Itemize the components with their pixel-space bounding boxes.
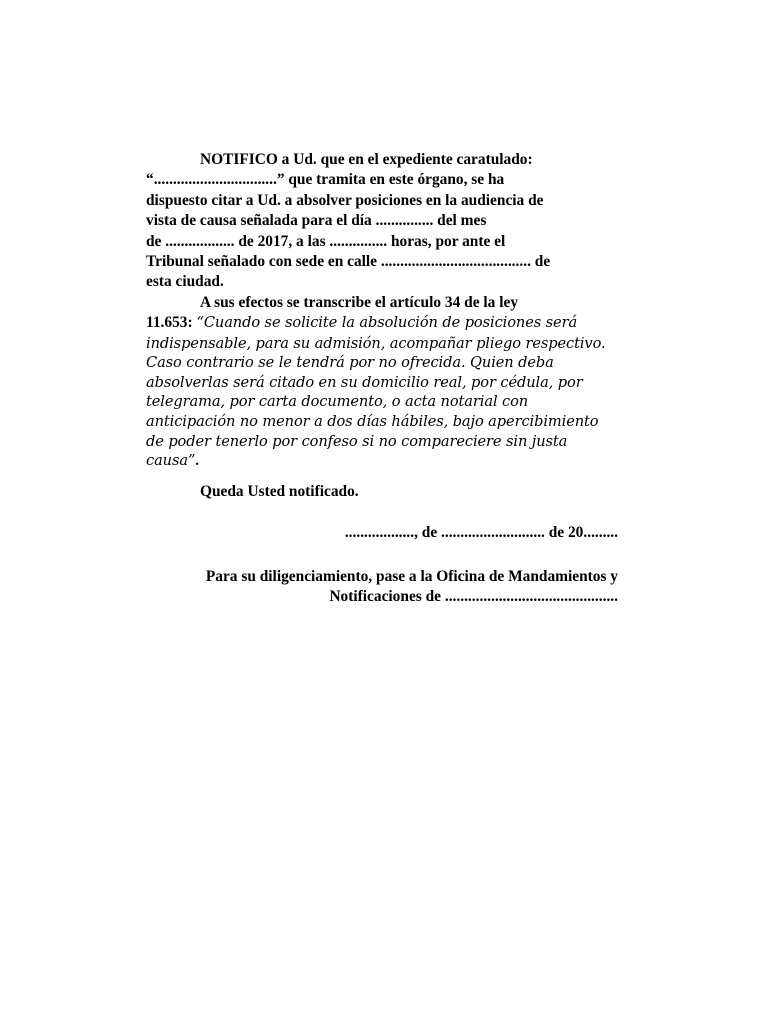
law-quote-period: .	[195, 453, 199, 470]
notified-statement: Queda Usted notificado.	[200, 482, 359, 500]
law-quote-last-line	[146, 451, 618, 472]
paragraph-line: Tribunal señalado con sede en calle ....................................... de	[146, 253, 551, 271]
paragraph-line: vista de causa señalada para el día ............... del mes	[146, 212, 487, 230]
law-transcription-paragraph	[146, 293, 618, 472]
paragraph-line: NOTIFICO a Ud. que en el expediente caratulado:	[200, 151, 533, 168]
law-quote-line: de poder tenerlo por confeso si no compareciere sin justa	[146, 432, 568, 450]
law-quote-line: Caso contrario se le tendrá por no ofrecida. Quien deba	[146, 354, 554, 372]
diligence-line-2: Notificaciones de .............................................	[329, 588, 618, 606]
law-quote-line: telegrama, por carta documento, o acta notarial con	[146, 393, 529, 411]
diligence-line-1: Para su diligenciamiento, pase a la Oficina de Mandamientos y	[205, 567, 618, 585]
law-lead-line: A sus efectos se transcribe el artículo 34 de la ley	[200, 293, 519, 311]
law-quote-first-line	[146, 313, 618, 333]
diligence-instruction	[146, 567, 618, 608]
paragraph-line: esta ciudad.	[146, 273, 224, 291]
law-quote-start: “Cuando se solicite la absolución de posiciones será	[196, 314, 578, 332]
law-quote-line: absolverlas será citado en su domicilio real, por cédula, por	[146, 373, 583, 391]
paragraph-line: dispuesto citar a Ud. a absolver posiciones en la audiencia de	[146, 191, 544, 209]
law-quote-line: indispensable, para su admisión, acompañar pliego respectivo.	[146, 334, 606, 352]
law-quote-end: causa”	[146, 452, 196, 470]
law-quote-line: anticipación no menor a dos días hábiles, bajo apercibimiento	[146, 413, 599, 431]
date-place-line: .................., de ........................... de 20.........	[344, 524, 618, 542]
document-page	[146, 150, 618, 607]
notification-paragraph	[146, 150, 618, 293]
paragraph-line: “................................” que tramita en este órgano, se ha	[146, 171, 505, 189]
paragraph-line: de .................. de 2017, a las ............... horas, por ante el	[146, 232, 506, 250]
law-number: 11.653:	[146, 314, 193, 332]
